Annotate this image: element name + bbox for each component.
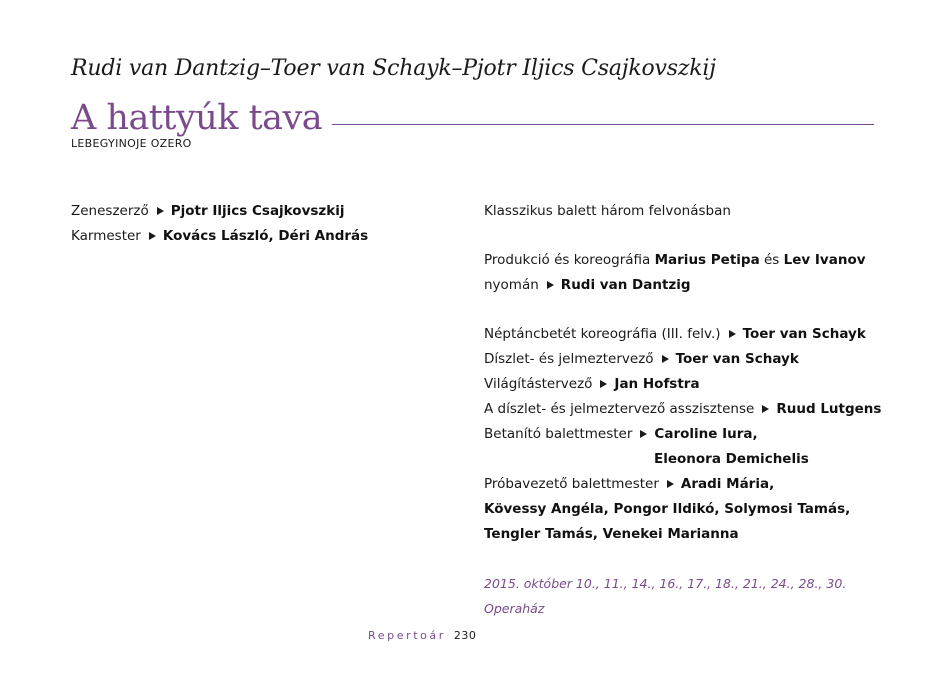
credit-role: Világítástervező [484,376,593,392]
credit-role: Próbavezető balettmester [484,476,659,492]
title-rule [332,124,874,125]
arrow-icon [640,430,647,438]
arrow-icon [157,207,164,215]
arrow-icon [547,281,554,289]
original-title: LEBEGYINOJE OZERO [71,137,192,150]
page-title: A hattyúk tava [71,98,323,138]
authors-line: Rudi van Dantzig–Toer van Schayk–Pjotr Iljics Csajkovszkij [71,56,716,81]
credit-rehearsal-master-cont [484,497,881,522]
credit-name: Kövessy Angéla, Pongor Ildikó, Solymosi Tamás, [484,501,851,517]
credit-lighting [484,372,881,397]
credit-name: Aradi Mária, [680,476,775,492]
arrow-icon [149,232,156,240]
credit-rehearsal-master-cont [484,522,881,547]
credit-name: Caroline Iura, [654,426,758,442]
credit-production-cont [484,273,881,298]
credit-ballet-master [484,422,881,447]
credit-name: Toer van Schayk [675,351,799,367]
credit-name: Tengler Tamás, Venekei Marianna [484,526,739,542]
footer-section-label: Repertoár [368,629,446,642]
credit-role: Díszlet- és jelmeztervező [484,351,654,367]
credit-name: Kovács László, Déri András [162,228,369,244]
credit-role: Zeneszerző [71,203,149,219]
credit-role: Néptáncbetét koreográfia (III. felv.) [484,326,721,342]
credit-name: Ruud Lutgens [776,401,882,417]
connector-text: és [764,252,780,268]
credit-ballet-master-cont [484,447,881,472]
credit-assistant [484,397,881,422]
credit-conductor [71,224,368,249]
credit-composer [71,199,368,224]
performance-dates: 2015. október 10., 11., 14., 16., 17., 18., 21., 24., 28., 30. [484,576,847,591]
credit-rehearsal-master [484,472,881,497]
credit-name: Lev Ivanov [783,252,866,268]
venue: Operaház [484,601,545,616]
description: Klasszikus balett három felvonásban [484,203,731,219]
credit-role: Karmester [71,228,141,244]
arrow-icon [662,355,669,363]
arrow-icon [762,405,769,413]
credit-set-costume [484,347,881,372]
credit-role: A díszlet- és jelmeztervező asszisztense [484,401,755,417]
credit-role: Betanító balettmester [484,426,633,442]
credit-name: Marius Petipa [654,252,760,268]
arrow-icon [667,480,674,488]
arrow-icon [729,330,736,338]
credit-name: Jan Hofstra [614,376,700,392]
credit-folk-dance [484,322,881,347]
page-footer [368,629,476,642]
credit-name: Eleonora Demichelis [654,451,809,467]
arrow-icon [600,380,607,388]
credit-name: Rudi van Dantzig [560,277,691,293]
page-number: 230 [453,629,477,642]
credit-role: nyomán [484,277,539,293]
credit-role: Produkció és koreográfia [484,252,651,268]
credit-production [484,248,881,273]
credit-name: Toer van Schayk [742,326,866,342]
right-credits [484,199,881,621]
title-row [71,92,874,138]
left-credits [71,199,368,249]
credit-name: Pjotr Iljics Csajkovszkij [170,203,345,219]
